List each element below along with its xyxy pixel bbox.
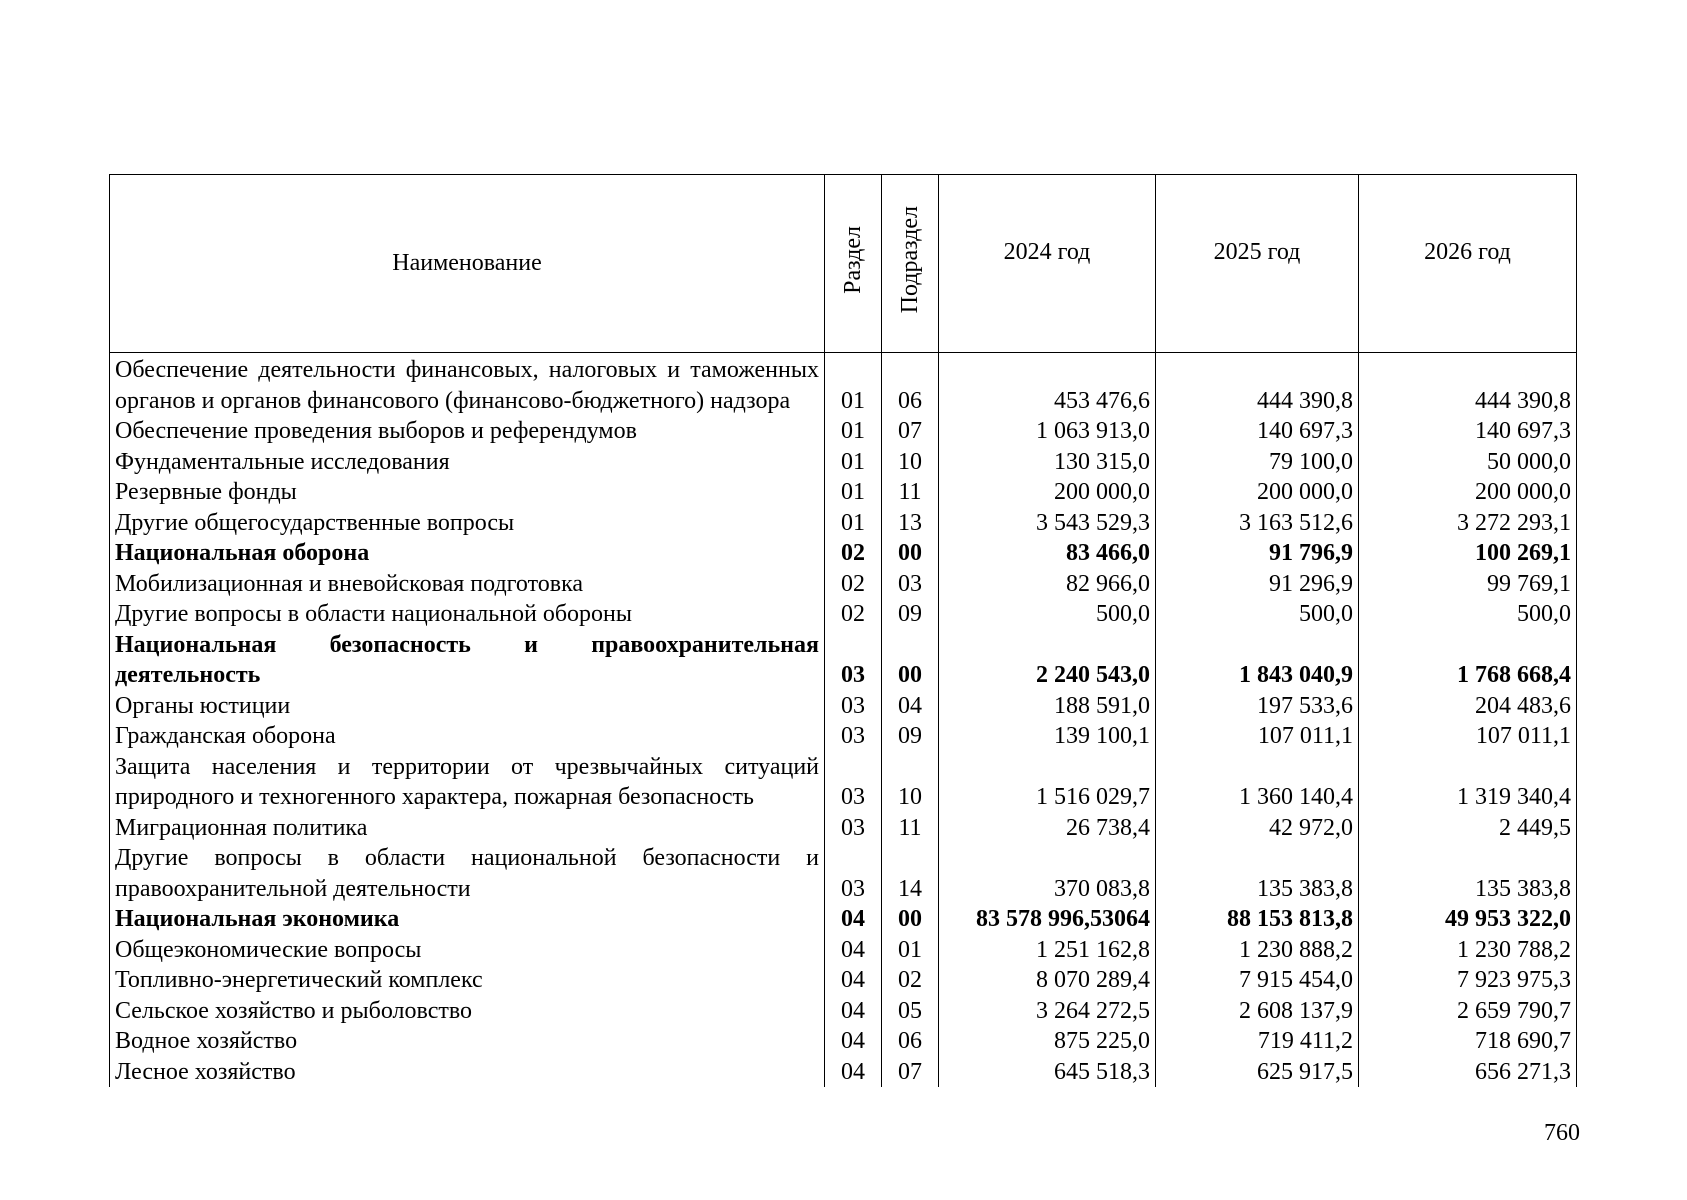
row-podrazdel: 06: [882, 1026, 939, 1057]
header-year-2025: 2025 год: [1156, 175, 1359, 353]
row-value-2025: 200 000,0: [1156, 477, 1359, 508]
row-value-2026: 100 269,1: [1359, 538, 1577, 569]
row-name: Мобилизационная и вневойсковая подготовка: [110, 569, 825, 600]
row-name: Водное хозяйство: [110, 1026, 825, 1057]
row-razdel: 04: [825, 1057, 882, 1088]
table-row: [110, 569, 1577, 600]
table-row: [110, 447, 1577, 478]
row-value-2026: 718 690,7: [1359, 1026, 1577, 1057]
header-year-2026: 2026 год: [1359, 175, 1577, 353]
row-razdel: 03: [825, 813, 882, 844]
table-row: [110, 508, 1577, 539]
row-value-2024: 139 100,1: [939, 721, 1156, 752]
row-value-2026: 99 769,1: [1359, 569, 1577, 600]
row-razdel: 02: [825, 538, 882, 569]
row-value-2025: 1 843 040,9: [1156, 630, 1359, 691]
row-value-2025: 1 360 140,4: [1156, 752, 1359, 813]
row-value-2026: 50 000,0: [1359, 447, 1577, 478]
row-value-2025: 719 411,2: [1156, 1026, 1359, 1057]
row-value-2024: 3 264 272,5: [939, 996, 1156, 1027]
row-value-2025: 444 390,8: [1156, 353, 1359, 417]
row-value-2024: 2 240 543,0: [939, 630, 1156, 691]
row-value-2026: 7 923 975,3: [1359, 965, 1577, 996]
table-row: [110, 813, 1577, 844]
row-podrazdel: 01: [882, 935, 939, 966]
row-razdel: 01: [825, 477, 882, 508]
row-podrazdel: 07: [882, 416, 939, 447]
row-value-2026: 500,0: [1359, 599, 1577, 630]
row-razdel: 02: [825, 599, 882, 630]
row-value-2025: 91 796,9: [1156, 538, 1359, 569]
row-value-2025: 197 533,6: [1156, 691, 1359, 722]
row-value-2024: 1 516 029,7: [939, 752, 1156, 813]
row-value-2025: 1 230 888,2: [1156, 935, 1359, 966]
table-header-row: [110, 175, 1577, 353]
header-name: Наименование: [110, 175, 825, 353]
row-value-2025: 2 608 137,9: [1156, 996, 1359, 1027]
row-razdel: 01: [825, 447, 882, 478]
row-razdel: 01: [825, 353, 882, 417]
row-value-2026: 107 011,1: [1359, 721, 1577, 752]
row-value-2026: 656 271,3: [1359, 1057, 1577, 1088]
row-name: Другие общегосударственные вопросы: [110, 508, 825, 539]
row-value-2024: 1 063 913,0: [939, 416, 1156, 447]
row-name: Органы юстиции: [110, 691, 825, 722]
row-razdel: 03: [825, 691, 882, 722]
row-name: Фундаментальные исследования: [110, 447, 825, 478]
row-value-2024: 453 476,6: [939, 353, 1156, 417]
row-podrazdel: 00: [882, 630, 939, 691]
row-name: Общеэкономические вопросы: [110, 935, 825, 966]
row-razdel: 03: [825, 630, 882, 691]
row-podrazdel: 07: [882, 1057, 939, 1088]
table-row: [110, 416, 1577, 447]
row-name: Другие вопросы в области национальной обороны: [110, 599, 825, 630]
row-podrazdel: 11: [882, 813, 939, 844]
row-value-2026: 1 319 340,4: [1359, 752, 1577, 813]
row-value-2024: 130 315,0: [939, 447, 1156, 478]
row-podrazdel: 09: [882, 599, 939, 630]
row-value-2026: 3 272 293,1: [1359, 508, 1577, 539]
row-razdel: 04: [825, 904, 882, 935]
row-value-2025: 3 163 512,6: [1156, 508, 1359, 539]
row-podrazdel: 06: [882, 353, 939, 417]
row-value-2025: 500,0: [1156, 599, 1359, 630]
row-razdel: 04: [825, 935, 882, 966]
row-value-2025: 7 915 454,0: [1156, 965, 1359, 996]
row-value-2024: 83 578 996,53064: [939, 904, 1156, 935]
row-razdel: 03: [825, 752, 882, 813]
row-value-2026: 2 449,5: [1359, 813, 1577, 844]
row-name: Национальная оборона: [110, 538, 825, 569]
row-name: Национальная экономика: [110, 904, 825, 935]
row-value-2026: 1 230 788,2: [1359, 935, 1577, 966]
row-value-2025: 107 011,1: [1156, 721, 1359, 752]
table-body: [110, 353, 1577, 1088]
row-value-2024: 26 738,4: [939, 813, 1156, 844]
table-row: [110, 477, 1577, 508]
row-value-2026: 204 483,6: [1359, 691, 1577, 722]
row-podrazdel: 13: [882, 508, 939, 539]
row-value-2024: 875 225,0: [939, 1026, 1156, 1057]
row-podrazdel: 00: [882, 904, 939, 935]
row-razdel: 01: [825, 508, 882, 539]
table-row: [110, 599, 1577, 630]
row-value-2025: 42 972,0: [1156, 813, 1359, 844]
row-podrazdel: 02: [882, 965, 939, 996]
row-name: Сельское хозяйство и рыболовство: [110, 996, 825, 1027]
budget-table: [109, 174, 1577, 1087]
row-razdel: 04: [825, 996, 882, 1027]
row-name: Гражданская оборона: [110, 721, 825, 752]
table-row: [110, 353, 1577, 417]
row-value-2026: 49 953 322,0: [1359, 904, 1577, 935]
row-name: Миграционная политика: [110, 813, 825, 844]
row-podrazdel: 04: [882, 691, 939, 722]
table-row: [110, 1026, 1577, 1057]
table-row: [110, 935, 1577, 966]
row-value-2024: 645 518,3: [939, 1057, 1156, 1088]
row-name: Обеспечение деятельности финансовых, налоговых и таможенных органов и органов финансового (финансово-бюджетного) надзора: [110, 353, 825, 417]
row-value-2024: 83 466,0: [939, 538, 1156, 569]
row-name: Национальная безопасность и правоохранительная деятельность: [110, 630, 825, 691]
row-value-2026: 2 659 790,7: [1359, 996, 1577, 1027]
row-value-2024: 1 251 162,8: [939, 935, 1156, 966]
row-name: Резервные фонды: [110, 477, 825, 508]
table-row: [110, 965, 1577, 996]
row-podrazdel: 00: [882, 538, 939, 569]
row-razdel: 02: [825, 569, 882, 600]
row-name: Топливно-энергетический комплекс: [110, 965, 825, 996]
row-value-2026: 200 000,0: [1359, 477, 1577, 508]
row-value-2025: 625 917,5: [1156, 1057, 1359, 1088]
row-value-2026: 140 697,3: [1359, 416, 1577, 447]
row-podrazdel: 03: [882, 569, 939, 600]
table-row: [110, 721, 1577, 752]
table-row: [110, 752, 1577, 813]
row-name: Другие вопросы в области национальной безопасности и правоохранительной деятельности: [110, 843, 825, 904]
row-value-2026: 1 768 668,4: [1359, 630, 1577, 691]
header-podrazdel: Подраздел: [882, 175, 939, 353]
row-value-2024: 82 966,0: [939, 569, 1156, 600]
table-row: [110, 843, 1577, 904]
row-value-2026: 135 383,8: [1359, 843, 1577, 904]
row-podrazdel: 11: [882, 477, 939, 508]
row-podrazdel: 05: [882, 996, 939, 1027]
row-podrazdel: 14: [882, 843, 939, 904]
table-row: [110, 904, 1577, 935]
table-row: [110, 691, 1577, 722]
row-podrazdel: 09: [882, 721, 939, 752]
row-razdel: 04: [825, 1026, 882, 1057]
header-razdel: Раздел: [825, 175, 882, 353]
row-value-2024: 370 083,8: [939, 843, 1156, 904]
row-name: Обеспечение проведения выборов и референдумов: [110, 416, 825, 447]
page-number: 760: [1544, 1120, 1580, 1146]
row-value-2025: 79 100,0: [1156, 447, 1359, 478]
row-value-2026: 444 390,8: [1359, 353, 1577, 417]
row-value-2025: 140 697,3: [1156, 416, 1359, 447]
row-razdel: 04: [825, 965, 882, 996]
row-value-2025: 88 153 813,8: [1156, 904, 1359, 935]
table-row: [110, 1057, 1577, 1088]
row-value-2024: 3 543 529,3: [939, 508, 1156, 539]
row-podrazdel: 10: [882, 447, 939, 478]
row-name: Защита населения и территории от чрезвычайных ситуаций природного и техногенного характера, пожарная безопасность: [110, 752, 825, 813]
table-row: [110, 630, 1577, 691]
row-value-2024: 200 000,0: [939, 477, 1156, 508]
table-row: [110, 538, 1577, 569]
row-value-2024: 8 070 289,4: [939, 965, 1156, 996]
row-razdel: 03: [825, 721, 882, 752]
row-value-2024: 500,0: [939, 599, 1156, 630]
header-year-2024: 2024 год: [939, 175, 1156, 353]
row-value-2025: 135 383,8: [1156, 843, 1359, 904]
row-razdel: 03: [825, 843, 882, 904]
row-value-2025: 91 296,9: [1156, 569, 1359, 600]
row-name: Лесное хозяйство: [110, 1057, 825, 1088]
row-podrazdel: 10: [882, 752, 939, 813]
table-row: [110, 996, 1577, 1027]
row-razdel: 01: [825, 416, 882, 447]
row-value-2024: 188 591,0: [939, 691, 1156, 722]
